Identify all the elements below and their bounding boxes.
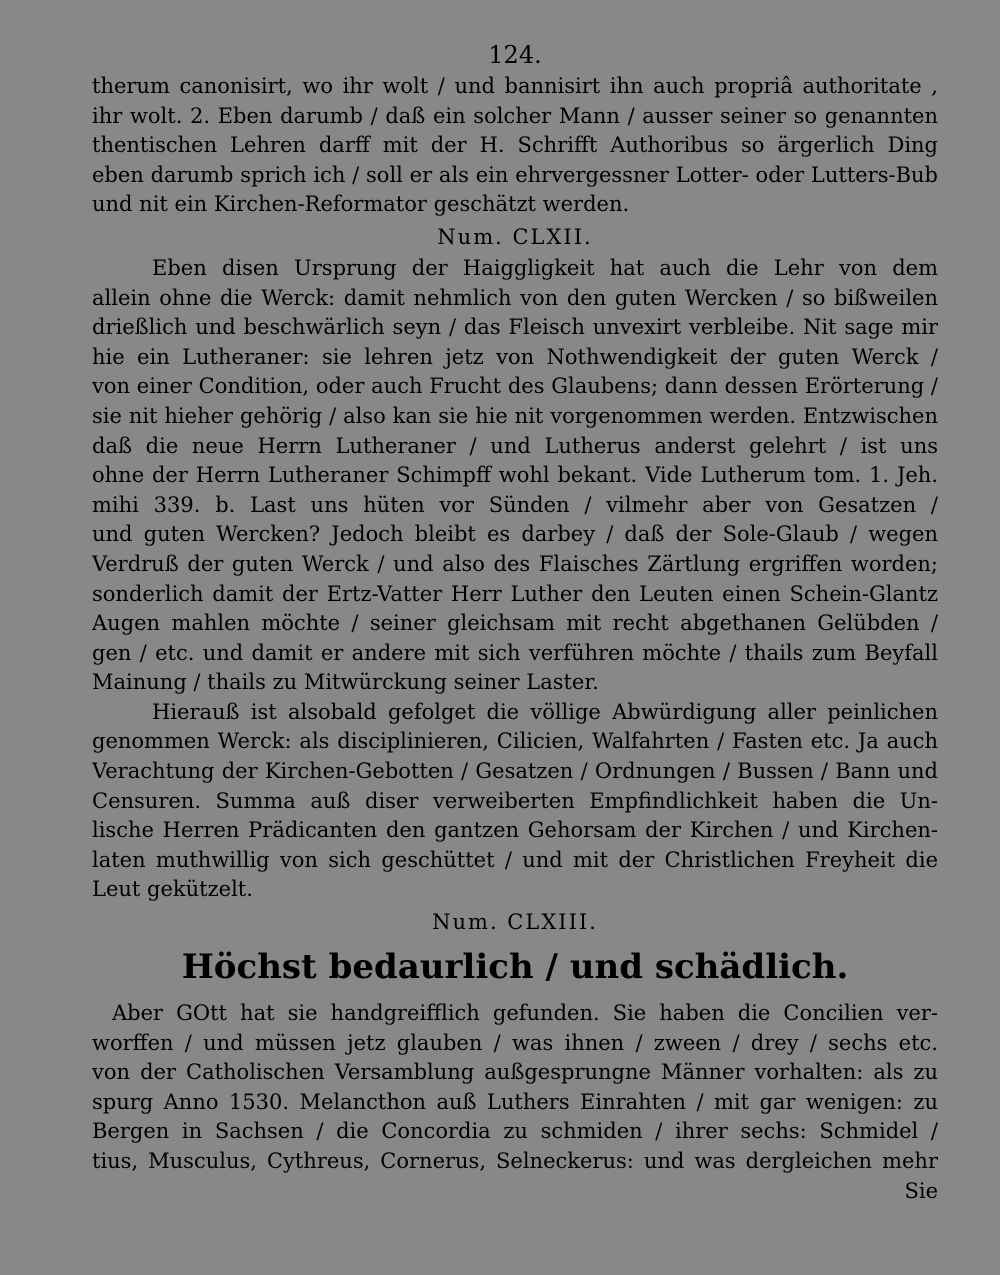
text-line: daß die neue Herrn Lutheraner / und Lutherus anderst gelehrt / ist uns [92, 433, 938, 458]
text-line: Hierauß ist alsobald gefolget die völlige Abwürdigung aller peinlichen [152, 699, 938, 724]
text-line: und nit ein Kirchen-Reformator geschätzt werden. [92, 192, 630, 217]
text-line: Mainung / thails zu Mitwürckung seiner Laster. [92, 670, 599, 695]
text-line: spurg Anno 1530. Melancthon auß Luthers Einrahten / mit gar wenigen: zu [92, 1089, 938, 1114]
page-number: 124. [488, 41, 542, 69]
text-line: von der Catholischen Versamblung außgesprungne Männer vorhalten: als zu [92, 1060, 938, 1085]
text-line: thentischen Lehren darff mit der H. Schrifft Authoribus so ärgerlich Ding [92, 133, 938, 158]
paragraph-glauben-allein [92, 254, 938, 698]
text-line: und guten Wercken? Jedoch bleibt es darbey / daß der Sole-Glaub / wegen [92, 522, 938, 547]
text-line: lische Herren Prädicanten den gantzen Gehorsam der Kirchen / und Kirchen- [92, 818, 938, 843]
text-line: Leut gekützelt. [92, 877, 253, 902]
text-line: Censuren. Summa auß diser verweiberten Empfindlichkeit haben die Un- [92, 788, 938, 813]
text-line: Bergen in Sachsen / die Concordia zu schmiden / ihrer sechs: Schmidel / [92, 1119, 938, 1144]
section-heading-clxii: Num. CLXII. [437, 224, 593, 249]
text-line: genommen Werck: als disciplinieren, Cilicien, Walfahrten / Fasten etc. Ja auch [92, 729, 938, 754]
paragraph-intro [92, 72, 938, 220]
text-line: gen / etc. und damit er andere mit sich verführen möchte / thails zum Beyfall [92, 640, 938, 665]
catchword: Sie [904, 1178, 938, 1203]
text-line: drießlich und beschwärlich seyn / das Fleisch unvexirt verbleibe. Nit sage mir [92, 315, 938, 340]
section-heading-clxiii: Num. CLXIII. [432, 910, 598, 935]
text-line: allein ohne die Werck: damit nehmlich von den guten Wercken / so bißweilen [92, 285, 938, 310]
text-line: Verdruß der guten Werck / und also des Flaisches Zärtlung ergriffen worden; [92, 551, 938, 576]
text-line: sonderlich damit der Ertz-Vatter Herr Luther den Leuten einen Schein-Glantz [92, 581, 938, 606]
text-line: hie ein Lutheraner: sie lehren jetz von Nothwendigkeit der guten Werck / [92, 344, 938, 369]
text-line: laten muthwillig von sich geschüttet / und mit der Christlichen Freyheit die [92, 847, 938, 872]
section-title: Höchst bedaurlich / und schädlich. [181, 947, 849, 988]
paragraph-aber-gott [92, 999, 938, 1206]
text-line: worffen / und müssen jetz glauben / was ihnen / zween / drey / sechs etc. [92, 1030, 938, 1055]
text-line: mihi 339. b. Last uns hüten vor Sünden / vilmehr aber von Gesatzen / [92, 492, 938, 517]
text-line: sie nit hieher gehörig / also kan sie hie nit vorgenommen werden. Entzwischen [92, 403, 938, 428]
text-line: Eben disen Ursprung der Haiggligkeit hat auch die Lehr von dem [152, 255, 938, 280]
text-line: tius, Musculus, Cythreus, Cornerus, Selneckerus: und was dergleichen mehr [92, 1149, 938, 1173]
text-line: Verachtung der Kirchen-Gebotten / Gesatzen / Ordnungen / Bussen / Bann und [92, 759, 938, 784]
text-line: von einer Condition, oder auch Frucht des Glaubens; dann dessen Erörterung / [92, 374, 938, 399]
text-line: ohne der Herrn Lutheraner Schimpff wohl bekant. Vide Lutherum tom. 1. Jeh. [92, 463, 938, 488]
text-line: Augen mahlen möchte / seiner gleichsam mit recht abgethanen Gelübden / [92, 611, 938, 636]
text-line: therum canonisirt, wo ihr wolt / und bannisirt ihn auch propriâ authoritate , [92, 74, 938, 98]
text-line: Aber GOtt hat sie handgreifflich gefunden. Sie haben die Concilien ver- [112, 1001, 938, 1026]
text-line: ihr wolt. 2. Eben darumb / daß ein solcher Mann / ausser seiner so genannten [92, 103, 938, 128]
text-line: eben darumb sprich ich / soll er als ein ehrvergessner Lotter- oder Lutters-Bub [92, 162, 938, 187]
document-page [92, 38, 938, 1268]
paragraph-hierauss [92, 698, 938, 905]
